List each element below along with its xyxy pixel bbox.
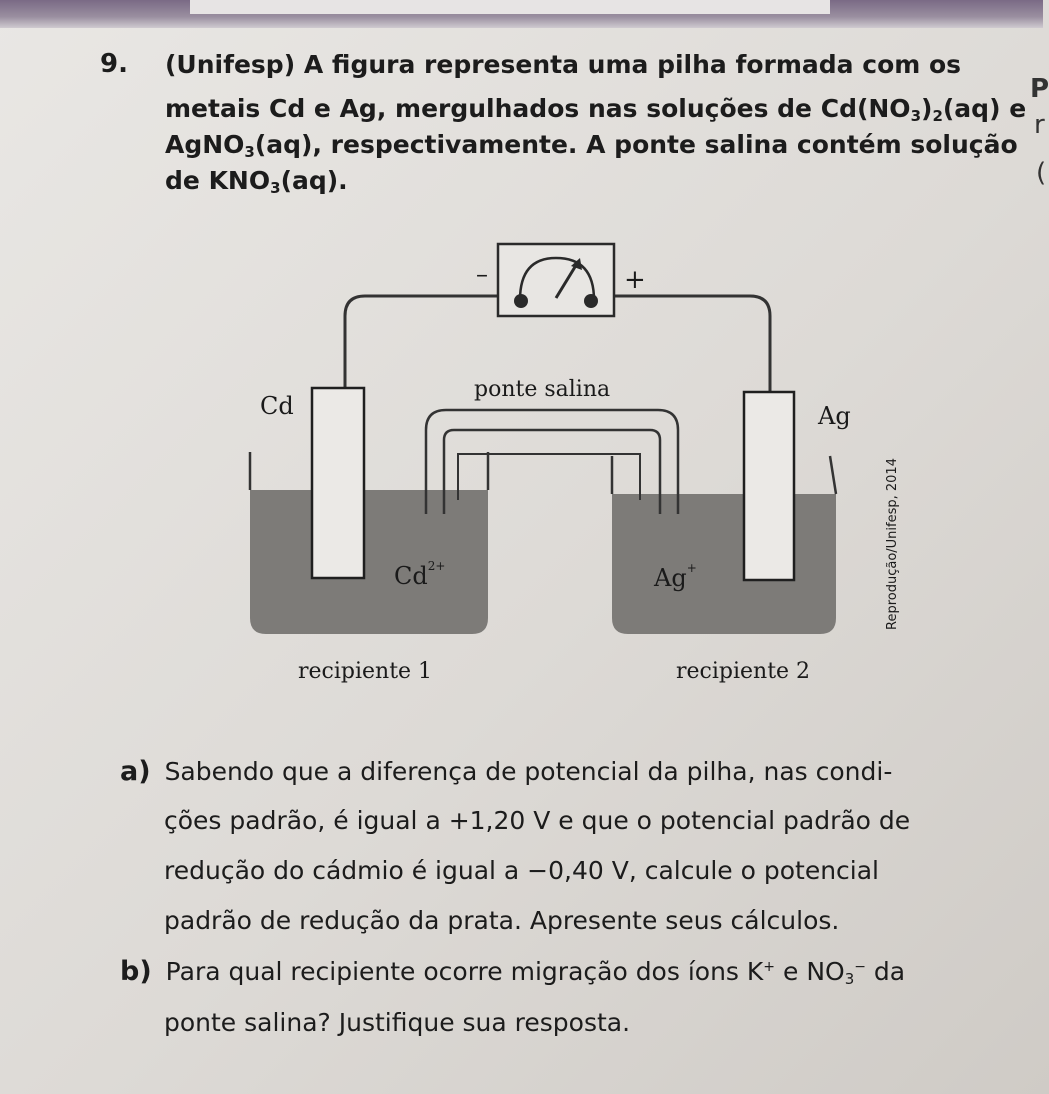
question-number: 9. xyxy=(100,49,128,79)
wire-right xyxy=(614,296,770,392)
intro-text-4: de xyxy=(165,166,209,195)
part-a-line-4: padrão de redução da prata. Apresente seus cálculos. xyxy=(164,906,840,935)
intro-text-2: metais Cd e Ag, mergulhados nas soluções de xyxy=(165,94,821,123)
image-credit: Reprodução/Unifesp, 2014 xyxy=(885,458,900,630)
electrode-label-cd: Cd xyxy=(260,392,294,420)
salt-bridge-label: ponte salina xyxy=(474,377,611,402)
part-a-line-1: a) Sabendo que a diferença de potencial da pilha, nas condi- xyxy=(120,756,893,787)
terminal-right-icon xyxy=(584,294,598,308)
edge-letter-1: P xyxy=(1030,74,1049,104)
container-2-right-wall xyxy=(830,456,836,494)
container-label-1: recipiente 1 xyxy=(298,659,433,684)
electrode-label-ag: Ag xyxy=(818,402,851,430)
wire-left xyxy=(345,296,498,390)
part-a-line-3: redução do cádmio é igual a −0,40 V, calcule o potencial xyxy=(164,856,880,885)
intro-text-1: A figura representa uma pilha formada com os xyxy=(303,50,962,79)
cd-electrode xyxy=(312,388,364,578)
ag-solution-formula: AgNO$_3$(aq) xyxy=(165,130,313,161)
ion-label-ag: Ag+ xyxy=(654,561,697,592)
question-source: (Unifesp) xyxy=(165,50,296,79)
cd-solution-formula: $Cd(NO_3)_2(aq)$ e xyxy=(820,94,1027,125)
part-b-line-1: b) Para qual recipiente ocorre migração dos íons K+ e $NO_3^-$ da xyxy=(120,956,906,988)
part-b-line-2: ponte salina? Justifique sua resposta. xyxy=(164,1008,631,1037)
ag-electrode xyxy=(744,392,794,580)
container-label-2: recipiente 2 xyxy=(676,659,811,684)
meter-plus-sign: + xyxy=(624,265,646,295)
part-b-label: b) xyxy=(120,956,152,987)
nitrate-ion: $NO_3^-$ xyxy=(806,957,866,988)
terminal-left-icon xyxy=(514,294,528,308)
ion-label-cd: $Cd^{2+}$ xyxy=(394,559,446,590)
container-1-solution xyxy=(250,490,488,634)
part-a-label: a) xyxy=(120,756,151,787)
bridge-solution-formula: $KNO_3(aq)$. xyxy=(208,166,348,197)
container-2-solution xyxy=(612,494,836,634)
part-a-line-2: ções padrão, é igual a +1,20 V e que o potencial padrão de xyxy=(164,806,911,835)
meter-minus-sign: – xyxy=(476,260,488,288)
intro-text-3: , respectivamente. A ponte salina contém solução xyxy=(312,130,1018,159)
edge-letter-3: ( xyxy=(1036,158,1047,188)
potassium-ion: K+ xyxy=(746,957,776,986)
edge-letter-2: r xyxy=(1034,110,1045,140)
